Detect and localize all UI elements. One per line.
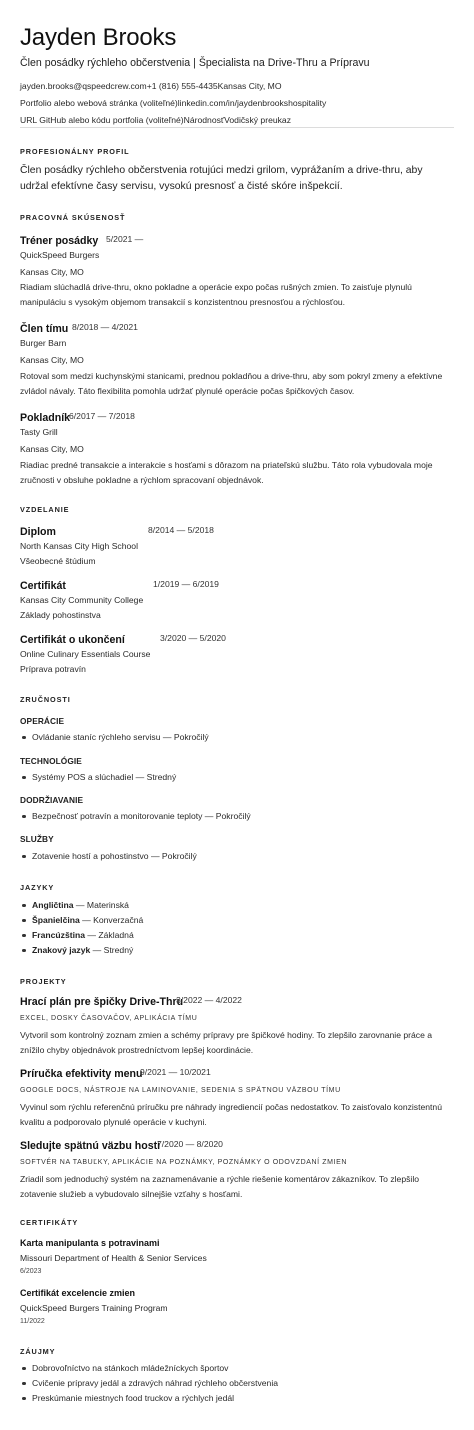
language-name: Znakový jazyk: [32, 945, 91, 955]
language-item: [20, 928, 143, 943]
certificate-issuer: QuickSpeed Burgers Training Program: [20, 1303, 168, 1313]
section-heading-interests: ZÁUJMY: [20, 1347, 56, 1356]
skill-group-name: DODRŽIAVANIE: [20, 795, 84, 805]
certificate-date: 6/2023: [20, 1268, 42, 1275]
project-dates: 7/2020 — 8/2020: [157, 1139, 223, 1149]
language-item: [20, 913, 143, 928]
header-divider: [20, 127, 454, 128]
education-school: North Kansas City High School: [20, 541, 138, 551]
experience-dates: 6/2017 — 7/2018: [69, 411, 135, 421]
experience-dates: 8/2018 — 4/2021: [72, 322, 138, 332]
skill-list: [20, 849, 197, 864]
experience-location: Kansas City, MO: [20, 444, 84, 454]
candidate-name: Jayden Brooks: [20, 24, 177, 51]
education-title: Diplom: [20, 526, 56, 538]
certificate-title: Certifikát excelencie zmien: [20, 1288, 136, 1298]
skill-item: Ovládanie staníc rýchleho servisu — Pokročilý: [20, 730, 209, 745]
experience-description: Riadiac predné transakcie a interakcie s hosťami s dôrazom na priateľskú službu. Táto rola vybudovala moje zručnosti v obsluhe pokladne a rýchlom spracovaní objednávok.: [20, 460, 433, 485]
education-dates: 8/2014 — 5/2018: [148, 525, 214, 535]
interest-item: Dobrovoľníctvo na stánkoch mládežníckych športov: [20, 1361, 278, 1376]
education-school: Online Culinary Essentials Course: [20, 649, 151, 659]
language-list: [20, 898, 143, 958]
experience-title: Člen tímu: [20, 323, 69, 335]
project-tech: GOOGLE DOCS, NÁSTROJE NA LAMINOVANIE, SEDENIA S SPÄTNOU VÄZBOU TÍMU: [20, 1087, 341, 1094]
education-school: Kansas City Community College: [20, 595, 144, 605]
project-description: Vyvinul som rýchlu referenčnú príručku pre náhrady ingrediencií počas nedostatkov. To zaisťovalo konzistentnú kvalitu a podporovalo plynulé operácie v kuchyni.: [20, 1102, 442, 1127]
project-title: Hrací plán pre špičky Drive-Thru: [20, 996, 184, 1008]
certificate-date: 11/2022: [20, 1318, 45, 1325]
experience-dates: 5/2021 —: [106, 234, 144, 244]
language-name: Španielčina: [32, 915, 80, 925]
interest-item: Cvičenie prípravy jedál a zdravých náhrad rýchleho občerstvenia: [20, 1376, 278, 1391]
skill-group-name: OPERÁCIE: [20, 716, 65, 726]
project-description: Vytvoril som kontrolný zoznam zmien a schémy prípravy pre špičkové hodiny. To zlepšilo zarovnanie práce a znížilo chyby objednávok prostredníctvom lepšej koordinácie.: [20, 1030, 433, 1055]
section-heading-skills: ZRUČNOSTI: [20, 695, 71, 704]
language-item: [20, 898, 143, 913]
project-dates: 9/2021 — 10/2021: [140, 1067, 211, 1077]
language-item: [20, 943, 143, 958]
section-heading-profile: PROFESIONÁLNY PROFIL: [20, 147, 130, 156]
section-heading-certificates: CERTIFIKÁTY: [20, 1218, 79, 1227]
language-level: — Základná: [85, 930, 134, 940]
skill-list: [20, 809, 251, 824]
section-heading-languages: JAZYKY: [20, 883, 55, 892]
certificate-issuer: Missouri Department of Health & Senior Services: [20, 1253, 207, 1263]
contact-line-3: URL GitHub alebo kódu portfolia (voliteľné)NárodnosťVodičský preukaz: [20, 115, 292, 125]
language-level: — Materinská: [73, 900, 129, 910]
language-level: — Konverzačná: [79, 915, 144, 925]
language-name: Angličtina: [32, 900, 74, 910]
experience-title: Tréner posádky: [20, 235, 99, 247]
skill-list: [20, 730, 209, 745]
skill-group-name: SLUŽBY: [20, 834, 54, 844]
experience-company: Burger Barn: [20, 338, 67, 348]
education-title: Certifikát o ukončení: [20, 634, 125, 646]
section-heading-projects: PROJEKTY: [20, 977, 67, 986]
skill-item: Bezpečnosť potravín a monitorovanie teploty — Pokročilý: [20, 809, 251, 824]
contact-line-1: jayden.brooks@qspeedcrew.com+1 (816) 555-4435Kansas City, MO: [20, 81, 282, 91]
profile-summary: Člen posádky rýchleho občerstvenia rotujúci medzi grilom, vyprážaním a drive-thru, aby udržal efektívne časy servisu, vysokú presnosť a čisté skóre inšpekcií.: [20, 165, 423, 192]
education-dates: 3/2020 — 5/2020: [160, 633, 226, 643]
project-title: Príručka efektivity menu: [20, 1068, 143, 1080]
experience-description: Riadiam slúchadlá drive-thru, okno pokladne a operácie expo počas rušných zmien. To zaisťuje plynulú manipuláciu s vysokým objemom transakcií s konzistentnou presnosťou a rýchlosťou.: [20, 282, 412, 307]
experience-location: Kansas City, MO: [20, 267, 84, 277]
education-field: Všeobecné štúdium: [20, 556, 96, 566]
experience-description: Rotoval som medzi kuchynskými stanicami, prednou pokladňou a drive-thru, aby som pokryl zmeny a efektívne zvládol návaly. Táto flexibilita pomohla udržať plynulé operácie počas špičkových časov.: [20, 371, 443, 396]
language-level: — Stredný: [90, 945, 134, 955]
headline: Člen posádky rýchleho občerstvenia | Špecialista na Drive-Thru a Prípravu: [20, 57, 370, 69]
contact-line-2: Portfolio alebo webová stránka (voliteľné)linkedin.com/in/jaydenbrookshospitality: [20, 98, 327, 108]
project-tech: SOFTVÉR NA TABUĽKY, APLIKÁCIE NA POZNÁMKY, POZNÁMKY O ODOVZDANÍ ZMIEN: [20, 1159, 348, 1166]
skill-item: Systémy POS a slúchadiel — Stredný: [20, 770, 176, 785]
certificate-title: Karta manipulanta s potravinami: [20, 1238, 160, 1248]
project-tech: EXCEL, DOSKY ČASOVAČOV, APLIKÁCIA TÍMU: [20, 1015, 198, 1022]
skill-item: Zotavenie hostí a pohostinstvo — Pokročilý: [20, 849, 197, 864]
skill-list: [20, 770, 176, 785]
education-dates: 1/2019 — 6/2019: [153, 579, 219, 589]
experience-company: QuickSpeed Burgers: [20, 250, 100, 260]
project-title: Sledujte spätnú väzbu hostí: [20, 1140, 161, 1152]
education-field: Základy pohostinstva: [20, 610, 101, 620]
education-field: Príprava potravín: [20, 664, 86, 674]
education-title: Certifikát: [20, 580, 66, 592]
interest-item: Preskúmanie miestnych food truckov a rýchlych jedál: [20, 1391, 278, 1406]
experience-title: Pokladník: [20, 412, 71, 424]
skill-group-name: TECHNOLÓGIE: [20, 756, 82, 766]
interest-list: [20, 1361, 278, 1406]
project-dates: 3/2022 — 4/2022: [176, 995, 242, 1005]
experience-location: Kansas City, MO: [20, 355, 84, 365]
section-heading-education: VZDELANIE: [20, 505, 70, 514]
project-description: Zriadil som jednoduchý systém na zaznamenávanie a rýchle riešenie komentárov zákazníkov. To zlepšilo zotavenie služieb a vybudovalo silnejšie vzťahy s hosťami.: [20, 1174, 420, 1199]
section-heading-experience: PRACOVNÁ SKÚSENOSŤ: [20, 213, 126, 222]
language-name: Francúzština: [32, 930, 86, 940]
experience-company: Tasty Grill: [20, 427, 58, 437]
